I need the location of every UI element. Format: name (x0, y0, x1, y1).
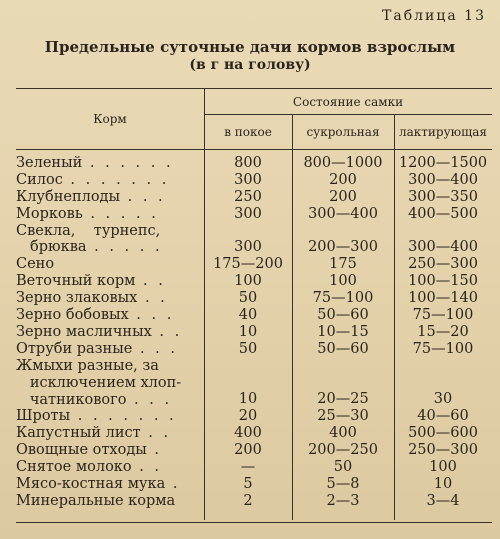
table-row (16, 256, 492, 273)
value-resting: 50 (238, 340, 258, 357)
value-pregnant: 10—15 (317, 323, 369, 340)
value-lactating: 100—150 (408, 273, 478, 290)
feed-name: Минеральные корма (16, 492, 176, 509)
feed-name: Шроты . . . . . . . (16, 408, 177, 425)
feed-name: Зерно масличных . . (16, 323, 183, 340)
header-feed: Корм (93, 112, 127, 126)
value-lactating: 40—60 (417, 408, 469, 425)
table-row (16, 324, 492, 341)
table-title: Предельные суточные дачи кормов взрослым (44, 38, 456, 56)
header-lactating: лактирующая (399, 125, 487, 139)
table-row (16, 223, 492, 257)
table-bottom-rule (16, 522, 492, 523)
table-number: Таблица 13 (382, 8, 486, 24)
value-lactating: 400—500 (408, 205, 478, 222)
value-pregnant: 5—8 (326, 475, 360, 492)
value-pregnant: 800—1000 (303, 154, 383, 171)
value-lactating: 30 (433, 391, 453, 408)
table-row (16, 307, 492, 324)
value-resting: 300 (234, 239, 262, 256)
value-lactating: 300—400 (408, 239, 478, 256)
value-resting: 175—200 (213, 256, 283, 273)
value-pregnant: 200 (329, 188, 357, 205)
value-lactating: 3—4 (426, 492, 460, 509)
value-resting: 200 (234, 442, 262, 459)
value-lactating: 250—300 (408, 256, 478, 273)
value-resting: 50 (238, 290, 258, 307)
table-row (16, 290, 492, 307)
feed-name: Зеленый . . . . . . (16, 155, 174, 171)
value-pregnant: 400 (329, 425, 357, 442)
table-row (16, 189, 492, 206)
value-lactating: 300—400 (408, 171, 478, 188)
value-pregnant: 2—3 (326, 492, 360, 509)
value-lactating: 75—100 (412, 307, 474, 324)
value-resting: 300 (234, 205, 262, 222)
feed-name: Снятое молоко . . (16, 459, 163, 476)
value-resting: 5 (243, 475, 253, 492)
value-pregnant: 200—250 (308, 442, 378, 459)
header-state: Состояние самки (292, 94, 404, 109)
value-lactating: 100—140 (408, 290, 478, 307)
table-row (16, 493, 492, 510)
table-row (16, 172, 492, 189)
value-pregnant: 100 (329, 273, 357, 290)
table-row (16, 459, 492, 476)
table-row (16, 425, 492, 442)
value-pregnant: 75—100 (312, 290, 374, 307)
table-row (16, 442, 492, 459)
feed-name: Зерно бобовых . . . (16, 307, 175, 324)
value-pregnant: 50—60 (317, 340, 369, 357)
feed-name: Жмыхи разные, за исключением хлоп- чатникового . . . (16, 357, 182, 408)
value-lactating: 15—20 (417, 323, 469, 340)
feed-name: Морковь . . . . . (16, 205, 159, 222)
value-pregnant: 300—400 (308, 205, 378, 222)
feed-name: Сено (16, 256, 55, 273)
table-row (16, 155, 492, 172)
table-row (16, 273, 492, 290)
feed-name: Отруби разные . . . (16, 340, 179, 357)
table-body (16, 155, 492, 510)
feed-name: Клубнеплоды . . . (16, 188, 166, 205)
value-pregnant: 175 (329, 256, 357, 273)
value-resting: 250 (234, 188, 262, 205)
table-row (16, 358, 492, 409)
table-row (16, 408, 492, 425)
value-resting: 10 (238, 323, 258, 340)
value-pregnant: 25—30 (317, 408, 369, 425)
value-lactating: 500—600 (408, 425, 478, 442)
value-lactating: 250—300 (408, 442, 478, 459)
value-resting: 800 (234, 154, 262, 171)
value-resting: 300 (234, 171, 262, 188)
value-resting: 20 (238, 408, 258, 425)
table-header (16, 88, 492, 150)
value-lactating: 300—350 (408, 188, 478, 205)
table-row (16, 341, 492, 358)
table-row (16, 206, 492, 223)
value-resting: 400 (234, 425, 262, 442)
value-resting: — (240, 459, 256, 476)
feed-name: Веточный корм . . (16, 273, 166, 290)
value-pregnant: 20—25 (317, 391, 369, 408)
value-lactating: 1200—1500 (398, 154, 488, 171)
feed-name: Овощные отходы . (16, 442, 163, 459)
value-lactating: 75—100 (412, 340, 474, 357)
value-resting: 10 (238, 391, 258, 408)
value-lactating: 10 (433, 475, 453, 492)
value-lactating: 100 (429, 459, 457, 476)
value-pregnant: 200 (329, 171, 357, 188)
value-pregnant: 50 (333, 459, 353, 476)
value-resting: 2 (243, 492, 253, 509)
feed-name: Силос . . . . . . . (16, 171, 170, 188)
value-pregnant: 50—60 (317, 307, 369, 324)
feed-name: Зерно злаковых . . (16, 290, 168, 307)
feed-name: Свекла, турнепс, брюква . . . . . (16, 222, 163, 256)
header-resting: в покое (224, 125, 272, 139)
value-resting: 100 (234, 273, 262, 290)
feed-name: Капустный лист . . (16, 425, 172, 442)
table-subtitle: (в г на голову) (189, 57, 311, 73)
value-resting: 40 (238, 307, 258, 324)
header-pregnant: сукрольная (306, 125, 380, 139)
value-pregnant: 200—300 (308, 239, 378, 256)
feed-name: Мясо-костная мука . (16, 475, 181, 492)
table-row (16, 476, 492, 493)
